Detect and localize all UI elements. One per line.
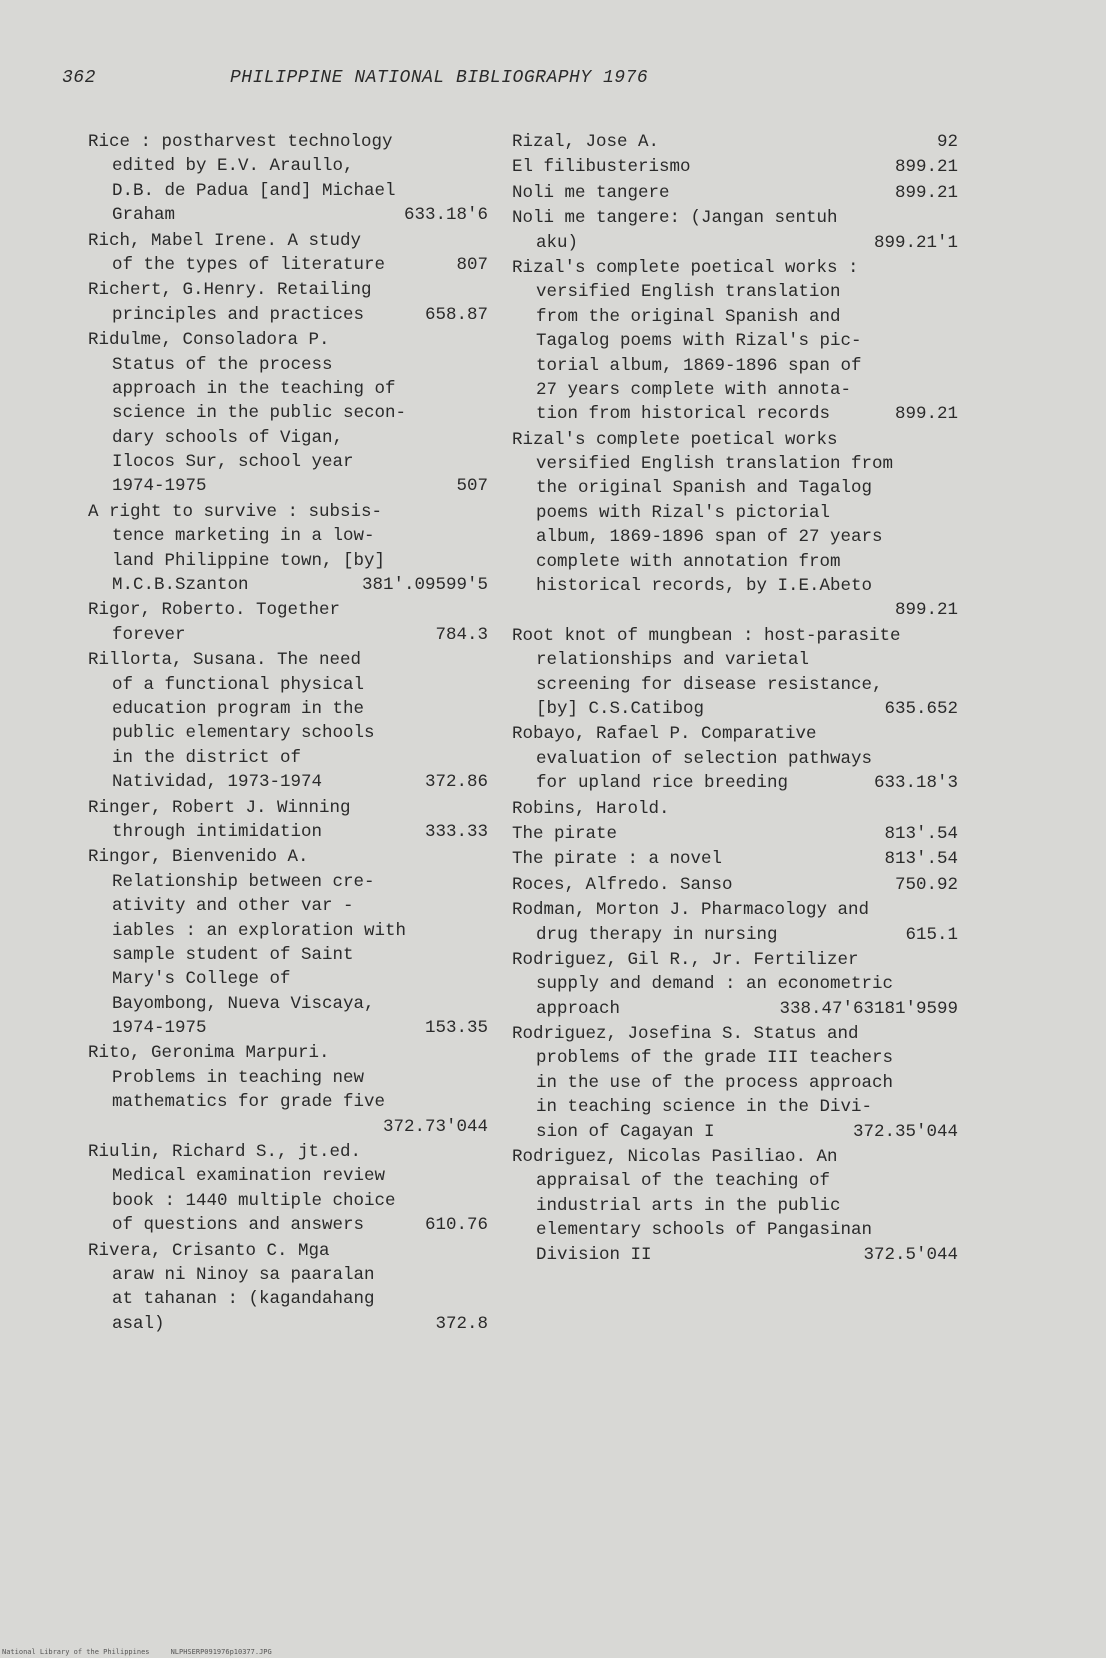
bib-entry xyxy=(88,278,488,327)
entry-line-text: tence marketing in a low- xyxy=(112,526,375,547)
bib-entry xyxy=(88,500,488,598)
entry-line-text: at tahanan : (kagandahang xyxy=(112,1289,375,1310)
bib-entry xyxy=(88,796,488,845)
entry-line-text: book : 1440 multiple choice xyxy=(112,1190,396,1211)
entry-text xyxy=(512,1218,958,1242)
entry-line-text: poems with Rizal's pictorial xyxy=(536,502,831,523)
entry-line-text: Rizal's complete poetical works : xyxy=(512,257,859,278)
entry-heading xyxy=(512,130,958,154)
class-number: 92 xyxy=(936,132,958,152)
entry-line-text: album, 1869-1896 span of 27 years xyxy=(536,527,883,548)
bib-entry xyxy=(88,130,488,228)
entry-text xyxy=(512,550,958,574)
entry-class-line xyxy=(88,1115,488,1139)
entry-text xyxy=(88,450,488,474)
entry-line-text: of questions and answers xyxy=(112,1215,365,1236)
bib-entry xyxy=(512,822,958,846)
entry-heading xyxy=(88,1239,488,1263)
entry-line-text: Robayo, Rafael P. Comparative xyxy=(512,724,817,745)
entry-line-text: Natividad, 1973-1974 xyxy=(112,772,323,793)
entry-line-text: of the types of literature xyxy=(112,254,386,275)
entry-line-text: historical records, by I.E.Abeto xyxy=(536,576,873,597)
bib-entry xyxy=(512,624,958,722)
bib-entry xyxy=(512,722,958,795)
entry-text xyxy=(88,377,488,401)
entry-text xyxy=(512,574,958,598)
entry-text xyxy=(88,1312,488,1336)
entry-line-text: tion from historical records xyxy=(536,404,831,425)
entry-line-text: Ringer, Robert J. Winning xyxy=(88,797,351,818)
scan-footer: National Library of the Philippines NLPHSERP091976p10377.JPG xyxy=(2,1648,272,1656)
entry-text xyxy=(88,1090,488,1114)
entry-line-text: D.B. de Padua [and] Michael xyxy=(112,180,396,201)
entry-line-text: Riulin, Richard S., jt.ed. xyxy=(88,1142,362,1163)
entry-text xyxy=(512,452,958,476)
entry-heading xyxy=(512,948,958,972)
entry-heading xyxy=(512,722,958,746)
entry-text xyxy=(512,1169,958,1193)
entry-line-text: 1974-1975 xyxy=(112,1018,207,1039)
entry-text xyxy=(88,721,488,745)
entry-text xyxy=(512,1243,958,1267)
entry-line-text: Rizal, Jose A. xyxy=(512,132,660,152)
entry-line-text: asal) xyxy=(112,1313,165,1334)
entry-line-text: education program in the xyxy=(112,698,365,719)
bib-entry xyxy=(512,206,958,255)
entry-text xyxy=(512,378,958,402)
entry-text xyxy=(88,549,488,573)
entry-line-text: from the original Spanish and xyxy=(536,306,841,327)
class-number: 372.8 xyxy=(435,1313,488,1334)
entry-text xyxy=(88,474,488,498)
entry-line-text: Bayombong, Nueva Viscaya, xyxy=(112,993,375,1014)
entry-text xyxy=(88,673,488,697)
entry-text xyxy=(512,771,958,795)
bib-entry xyxy=(88,1140,488,1238)
bib-entry xyxy=(512,1022,958,1144)
entry-line-text: Status of the process xyxy=(112,354,333,375)
page-number: 362 xyxy=(62,68,96,88)
entry-line-text: drug therapy in nursing xyxy=(536,924,778,945)
entry-line-text: of a functional physical xyxy=(112,674,365,695)
bib-entry xyxy=(512,948,958,1021)
class-number: 899.21 xyxy=(894,157,958,178)
entry-heading xyxy=(88,278,488,302)
bib-entry xyxy=(88,229,488,278)
entry-text xyxy=(512,997,958,1021)
entry-line-text: approach in the teaching of xyxy=(112,378,396,399)
entry-line-text: Root knot of mungbean : host-parasite xyxy=(512,625,901,646)
class-number: 899.21 xyxy=(894,600,958,621)
entry-class-line xyxy=(512,598,958,622)
entry-text xyxy=(88,992,488,1016)
entry-line-text: dary schools of Vigan, xyxy=(112,427,344,448)
entry-text xyxy=(88,203,488,227)
bib-entry xyxy=(88,1041,488,1139)
entry-line-text: 27 years complete with annota- xyxy=(536,379,852,400)
entry-line-text: Ringor, Bienvenido A. xyxy=(88,847,309,868)
entry-line-text: Problems in teaching new xyxy=(112,1067,365,1088)
entry-line-text: industrial arts in the public xyxy=(536,1195,841,1216)
bib-entry xyxy=(512,428,958,623)
entry-line-text: 1974-1975 xyxy=(112,476,207,497)
entry-line-text: Rito, Geronima Marpuri. xyxy=(88,1043,330,1064)
entry-line-text: Rodman, Morton J. Pharmacology and xyxy=(512,900,870,921)
entry-line-text: Division II xyxy=(536,1244,652,1265)
entry-line-text: Ridulme, Consoladora P. xyxy=(88,330,330,351)
left-column xyxy=(88,130,488,1337)
bib-entry xyxy=(512,1145,958,1267)
entry-line-text: in the use of the process approach xyxy=(536,1072,894,1093)
entry-heading xyxy=(512,898,958,922)
bib-entry xyxy=(512,797,958,821)
entry-heading xyxy=(512,847,958,871)
entry-text xyxy=(88,524,488,548)
entry-text xyxy=(88,746,488,770)
class-number: 372.5'044 xyxy=(863,1244,958,1265)
entry-text xyxy=(512,525,958,549)
entry-text xyxy=(512,747,958,771)
entry-heading xyxy=(88,796,488,820)
entry-text xyxy=(512,923,958,947)
class-number: 381'.09599'5 xyxy=(361,575,488,596)
class-number: 372.73'044 xyxy=(382,1116,488,1137)
entry-line-text: Rizal's complete poetical works xyxy=(512,429,838,450)
entry-line-text: Medical examination review xyxy=(112,1166,386,1187)
entry-line-text: supply and demand : an econometric xyxy=(536,974,894,995)
entry-text xyxy=(88,967,488,991)
class-number: 633.18'6 xyxy=(403,205,488,226)
entry-line-text: The pirate xyxy=(512,823,618,844)
entry-heading xyxy=(512,181,958,205)
entry-text xyxy=(88,303,488,327)
entry-text xyxy=(88,353,488,377)
class-number: 658.87 xyxy=(424,304,488,325)
entry-line-text: Rodriguez, Josefina S. Status and xyxy=(512,1024,859,1045)
entry-heading xyxy=(512,624,958,648)
bib-entry xyxy=(88,1239,488,1337)
entry-line-text: evaluation of selection pathways xyxy=(536,748,873,769)
entry-text xyxy=(512,305,958,329)
entry-line-text: forever xyxy=(112,624,186,645)
entry-line-text: sample student of Saint xyxy=(112,944,354,965)
entry-line-text: Graham xyxy=(112,205,176,226)
entry-line-text: versified English translation xyxy=(536,282,841,303)
entry-line-text: A right to survive : subsis- xyxy=(88,501,383,522)
entry-heading xyxy=(88,845,488,869)
entry-heading xyxy=(88,1041,488,1065)
entry-text xyxy=(512,402,958,426)
entry-heading xyxy=(512,155,958,179)
entry-line-text: Robins, Harold. xyxy=(512,798,670,819)
bib-entry xyxy=(512,256,958,427)
entry-line-text: The pirate : a novel xyxy=(512,849,723,870)
entry-line-text: screening for disease resistance, xyxy=(536,674,883,695)
entry-heading xyxy=(88,648,488,672)
entry-text xyxy=(512,476,958,500)
bib-entry xyxy=(88,598,488,647)
class-number: 333.33 xyxy=(424,821,488,842)
entry-line-text: Rillorta, Susana. The need xyxy=(88,650,362,671)
entry-line-text: Rodriguez, Gil R., Jr. Fertilizer xyxy=(512,949,859,970)
entry-text xyxy=(88,1263,488,1287)
entry-line-text: public elementary schools xyxy=(112,723,375,744)
class-number: 372.35'044 xyxy=(852,1121,958,1142)
entry-heading xyxy=(512,873,958,897)
class-number: 635.652 xyxy=(884,698,958,719)
entry-text xyxy=(88,894,488,918)
entry-line-text: torial album, 1869-1896 span of xyxy=(536,355,862,376)
entry-line-text: Rice : postharvest technology xyxy=(88,132,393,152)
entry-text xyxy=(88,573,488,597)
entry-text xyxy=(512,972,958,996)
entry-line-text: Rodriguez, Nicolas Pasiliao. An xyxy=(512,1147,838,1168)
bib-entry xyxy=(512,155,958,179)
entry-line-text: Rich, Mabel Irene. A study xyxy=(88,230,362,251)
entry-line-text: Rivera, Crisanto C. Mga xyxy=(88,1240,330,1261)
entry-heading xyxy=(88,598,488,622)
entry-line-text: iables : an exploration with xyxy=(112,920,407,941)
entry-heading xyxy=(512,256,958,280)
entry-line-text: Relationship between cre- xyxy=(112,871,375,892)
class-number: 750.92 xyxy=(894,874,958,895)
class-number: 633.18'3 xyxy=(873,773,958,794)
entry-line-text: mathematics for grade five xyxy=(112,1092,386,1113)
entry-heading xyxy=(88,328,488,352)
entry-heading xyxy=(512,206,958,230)
entry-line-text: in teaching science in the Divi- xyxy=(536,1097,873,1118)
entry-line-text: appraisal of the teaching of xyxy=(536,1171,831,1192)
entry-text xyxy=(88,179,488,203)
class-number: 507 xyxy=(456,476,488,497)
entry-line-text: Richert, G.Henry. Retailing xyxy=(88,280,372,301)
class-number: 784.3 xyxy=(435,624,488,645)
entry-line-text: through intimidation xyxy=(112,821,323,842)
entry-text xyxy=(512,354,958,378)
entry-text xyxy=(88,919,488,943)
entry-text xyxy=(88,870,488,894)
entry-text xyxy=(88,253,488,277)
entry-line-text: elementary schools of Pangasinan xyxy=(536,1220,873,1241)
entry-line-text: El filibusterismo xyxy=(512,157,691,178)
entry-text xyxy=(88,943,488,967)
bib-entry xyxy=(88,845,488,1040)
class-number: 338.47'63181'9599 xyxy=(779,998,958,1019)
entry-text xyxy=(88,697,488,721)
entry-line-text: Rigor, Roberto. Together xyxy=(88,600,341,621)
entry-heading xyxy=(88,1140,488,1164)
entry-text xyxy=(88,1066,488,1090)
page-title: PHILIPPINE NATIONAL BIBLIOGRAPHY 1976 xyxy=(230,68,649,88)
bib-entry xyxy=(88,648,488,794)
entry-line-text: Tagalog poems with Rizal's pic- xyxy=(536,331,862,352)
entry-heading xyxy=(512,822,958,846)
entry-line-text: complete with annotation from xyxy=(536,551,841,572)
entry-text xyxy=(512,1194,958,1218)
entry-line-text: in the district of xyxy=(112,747,302,768)
entry-text xyxy=(88,820,488,844)
entry-heading xyxy=(512,1145,958,1169)
entry-text xyxy=(512,1046,958,1070)
entry-heading xyxy=(88,130,488,154)
entry-heading xyxy=(512,428,958,452)
entry-text xyxy=(88,1213,488,1237)
class-number: 372.86 xyxy=(424,772,488,793)
entry-text xyxy=(88,1287,488,1311)
entry-line-text: aku) xyxy=(536,232,579,253)
entry-text xyxy=(512,329,958,353)
entry-text xyxy=(88,401,488,425)
entry-line-text: sion of Cagayan I xyxy=(536,1121,715,1142)
bib-entry xyxy=(512,130,958,154)
class-number: 610.76 xyxy=(424,1215,488,1236)
bib-entry xyxy=(512,873,958,897)
entry-line-text: the original Spanish and Tagalog xyxy=(536,478,873,499)
entry-line-text: Noli me tangere xyxy=(512,182,670,203)
class-number: 899.21'1 xyxy=(873,232,958,253)
bib-entry xyxy=(512,181,958,205)
entry-line-text: versified English translation from xyxy=(536,454,894,475)
class-number: 899.21 xyxy=(894,182,958,203)
right-column xyxy=(512,130,958,1268)
entry-text xyxy=(88,426,488,450)
entry-line-text: Mary's College of xyxy=(112,969,291,990)
entry-text xyxy=(512,1095,958,1119)
class-number: 899.21 xyxy=(894,404,958,425)
entry-line-text: M.C.B.Szanton xyxy=(112,575,249,596)
entry-text xyxy=(88,1164,488,1188)
class-number: 807 xyxy=(456,254,488,275)
entry-text xyxy=(88,623,488,647)
entry-heading xyxy=(88,229,488,253)
entry-line-text: relationships and varietal xyxy=(536,650,810,671)
entry-text xyxy=(512,648,958,672)
entry-text xyxy=(512,280,958,304)
entry-text xyxy=(512,231,958,255)
entry-heading xyxy=(88,500,488,524)
entry-text xyxy=(512,501,958,525)
class-number: 813'.54 xyxy=(884,849,958,870)
entry-text xyxy=(512,697,958,721)
entry-line-text: science in the public secon- xyxy=(112,403,407,424)
class-number: 813'.54 xyxy=(884,823,958,844)
entry-line-text: ativity and other var - xyxy=(112,896,354,917)
entry-heading xyxy=(512,1022,958,1046)
entry-text xyxy=(88,770,488,794)
entry-line-text: Noli me tangere: (Jangan sentuh xyxy=(512,208,838,229)
entry-text xyxy=(512,1071,958,1095)
class-number: 615.1 xyxy=(905,924,958,945)
entry-line-text: araw ni Ninoy sa paaralan xyxy=(112,1264,375,1285)
bib-entry xyxy=(88,328,488,499)
entry-text xyxy=(88,1189,488,1213)
entry-text xyxy=(88,1016,488,1040)
entry-line-text: edited by E.V. Araullo, xyxy=(112,156,354,177)
entry-line-text: for upland rice breeding xyxy=(536,773,789,794)
entry-line-text: problems of the grade III teachers xyxy=(536,1048,894,1069)
entry-line-text: principles and practices xyxy=(112,304,365,325)
entry-text xyxy=(512,1120,958,1144)
entry-text xyxy=(88,154,488,178)
entry-line-text: approach xyxy=(536,998,621,1019)
entry-line-text: land Philippine town, [by] xyxy=(112,550,386,571)
bib-entry xyxy=(512,847,958,871)
bib-entry xyxy=(512,898,958,947)
entry-heading xyxy=(512,797,958,821)
entry-line-text: [by] C.S.Catibog xyxy=(536,698,705,719)
entry-text xyxy=(512,673,958,697)
class-number: 153.35 xyxy=(424,1018,488,1039)
entry-line-text: Roces, Alfredo. Sanso xyxy=(512,874,733,895)
entry-line-text: Ilocos Sur, school year xyxy=(112,452,354,473)
